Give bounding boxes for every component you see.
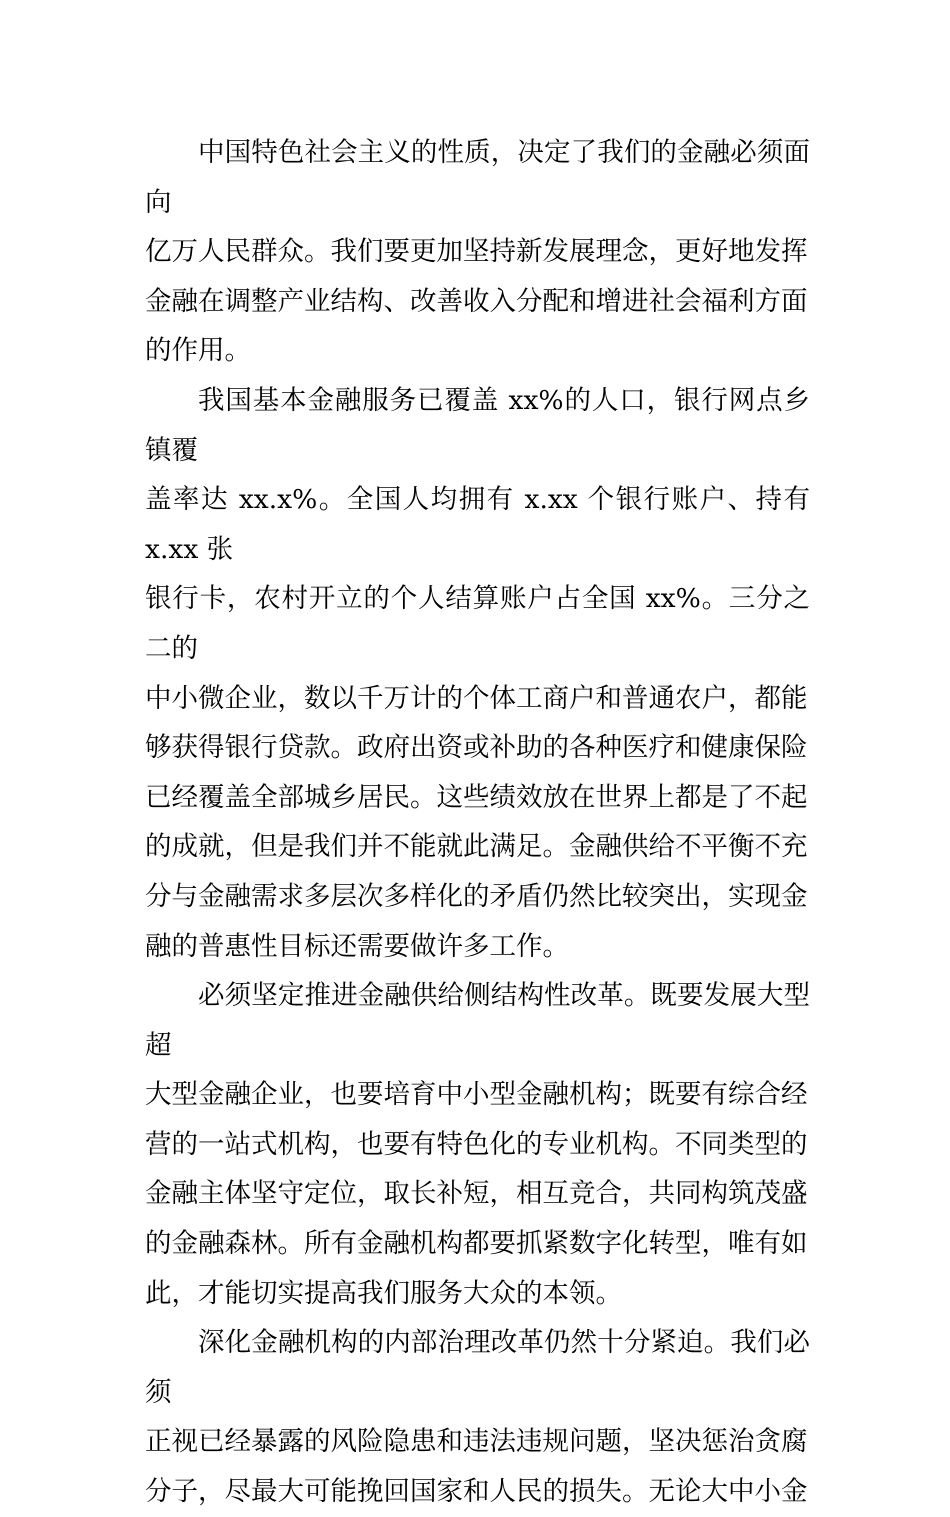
body-text <box>145 128 810 1517</box>
paragraph-4: 深化金融机构的内部治理改革仍然十分紧迫。我们必须 正视已经暴露的风险隐患和违法违规问题，坚决惩治贪腐 分子，尽最大可能挽回国家和人民的损失。无论大中小金 <box>145 1327 810 1508</box>
paragraph-3: 必须坚定推进金融供给侧结构性改革。既要发展大型超 大型金融企业，也要培育中小型金融机构；既要有综合经 营的一站式机构，也要有特色化的专业机构。不同类型的 金融主体坚守定位，取长补短，相互竞合，共同构筑茂盛 的金融森林。所有金融机构都要抓紧数字化转型，唯有如 此，才能切实提高我们服务大众的本领。 <box>145 980 810 1309</box>
paragraph-1: 中国特色社会主义的性质，决定了我们的金融必须面向 亿万人民群众。我们要更加坚持新发展理念，更好地发挥 金融在调整产业结构、改善收入分配和增进社会福利方面 的作用。 <box>145 137 810 367</box>
paragraph-2: 我国基本金融服务已覆盖 xx%的人口，银行网点乡镇覆 盖率达 xx.x%。全国人均拥有 x.xx 个银行账户、持有 x.xx 张 银行卡，农村开立的个人结算账户占全国 xx%。三分之二的 中小微企业，数以千万计的个体工商户和普通农户，都能 够获得银行贷款。政府出资或补助的各种医疗和健康保险 已经覆盖全部城乡居民。这些绩效放在世界上都是了不起 的成就，但是我们并不能就此满足。金融供给不平衡不充 分与金融需求多层次多样化的矛盾仍然比较突出，实现金 融的普惠性目标还需要做许多工作。 <box>145 384 810 962</box>
